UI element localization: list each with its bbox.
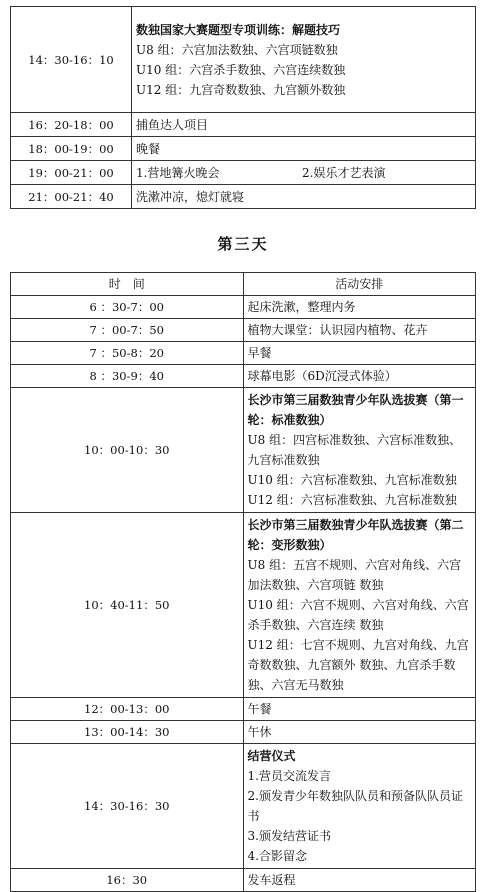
time-cell: 13：00-14：30 [11,721,244,744]
schedule-row [11,698,476,721]
activity-cell: 发车返程 [243,869,476,892]
activity-cell: 植物大课堂：认识园内植物、花卉 [243,319,476,342]
schedule-row [11,342,476,365]
activity-cell: 午休 [243,721,476,744]
activity-cell [243,388,476,513]
schedule-row [11,388,476,513]
time-cell: 21：00-21：40 [11,185,132,209]
activity-cell [132,161,476,185]
activity-line: U10 组：六宫不规则、六宫对角线、六宫杀手数独、六宫连续 数独 [247,598,469,632]
activity-line: U12 组：九宫奇数数独、九宫额外数独 [136,82,346,97]
activity-line: U8 组：四宫标准数独、六宫标准数独、九宫标准数独 [247,433,462,467]
activity-cell: 捕鱼达人项目 [132,113,476,137]
activity-line: U12 组：七宫不规则、九宫对角线、九宫奇数数独、九宫额外 数独、九宫杀手数独、六宫无马数独 [247,638,469,692]
activity-cell: 球幕电影（6D沉浸式体验） [243,365,476,388]
activity-line: U8 组：六宫加法数独、六宫项链数独 [136,42,338,57]
time-cell: 10：00-10：30 [11,388,244,513]
activity-cell: 早餐 [243,342,476,365]
time-cell: 14：30-16：30 [11,744,244,869]
activity-pair [136,164,471,182]
schedule-row [11,721,476,744]
activity-cell: 晚餐 [132,137,476,161]
schedule-row [11,137,476,161]
time-cell: 16：30 [11,869,244,892]
time-cell: 10：40-11：50 [11,513,244,698]
activity-line: 4.合影留念 [247,849,307,863]
activity-item: 2.娱乐才艺表演 [302,165,386,180]
schedule-row [11,113,476,137]
activity-cell: 午餐 [243,698,476,721]
header-row [11,273,476,296]
day3-schedule-table [10,272,476,892]
time-cell: 18：00-19：00 [11,137,132,161]
activity-line: U10 组：六宫杀手数独、六宫连续数独 [136,62,346,77]
time-cell: 6 ：30-7：00 [11,296,244,319]
activity-cell [243,744,476,869]
time-cell: 16：20-18：00 [11,113,132,137]
schedule-row [11,869,476,892]
schedule-row [11,365,476,388]
activity-line: U8 组：五宫不规则、六宫对角线、六宫加法数独、六宫项链 数独 [247,558,462,592]
activity-line: U10 组：六宫标准数独、九宫标准数独 [247,473,457,487]
schedule-row [11,319,476,342]
header-activity: 活动安排 [243,273,476,296]
time-cell: 8 ：30-9：40 [11,365,244,388]
time-cell: 14：30-16：10 [11,7,132,113]
schedule-row [11,185,476,209]
activity-cell [243,513,476,698]
time-cell: 7 ：00-7：50 [11,319,244,342]
schedule-row [11,744,476,869]
activity-item: 1.营地篝火晚会 [136,165,220,180]
time-cell: 12：00-13：00 [11,698,244,721]
schedule-row [11,161,476,185]
activity-line: U12 组：六宫标准数独、九宫标准数独 [247,493,457,507]
activity-line: 1.营员交流发言 [247,769,331,783]
activity-line: 3.颁发结营证书 [247,829,331,843]
schedule-row [11,7,476,113]
schedule-row [11,513,476,698]
time-cell: 7 ：50-8：20 [11,342,244,365]
schedule-row [11,296,476,319]
activity-cell [132,7,476,113]
activity-heading: 长沙市第三届数独青少年队选拔赛（第二轮：变形数独） [247,518,464,552]
time-cell: 19：00-21：00 [11,161,132,185]
day-title: 第三天 [217,235,269,253]
activity-heading: 长沙市第三届数独青少年队选拔赛（第一轮：标准数独） [247,393,464,427]
activity-heading: 数独国家大赛题型专项训练：解题技巧 [136,22,341,37]
day2-schedule-table [10,6,476,209]
activity-heading: 结营仪式 [247,749,296,763]
activity-line: 2.颁发青少年数独队队员和预备队队员证书 [247,789,463,823]
activity-cell: 起床洗漱，整理内务 [243,296,476,319]
activity-cell: 洗漱冲凉，熄灯就寝 [132,185,476,209]
header-time: 时 间 [11,273,244,296]
